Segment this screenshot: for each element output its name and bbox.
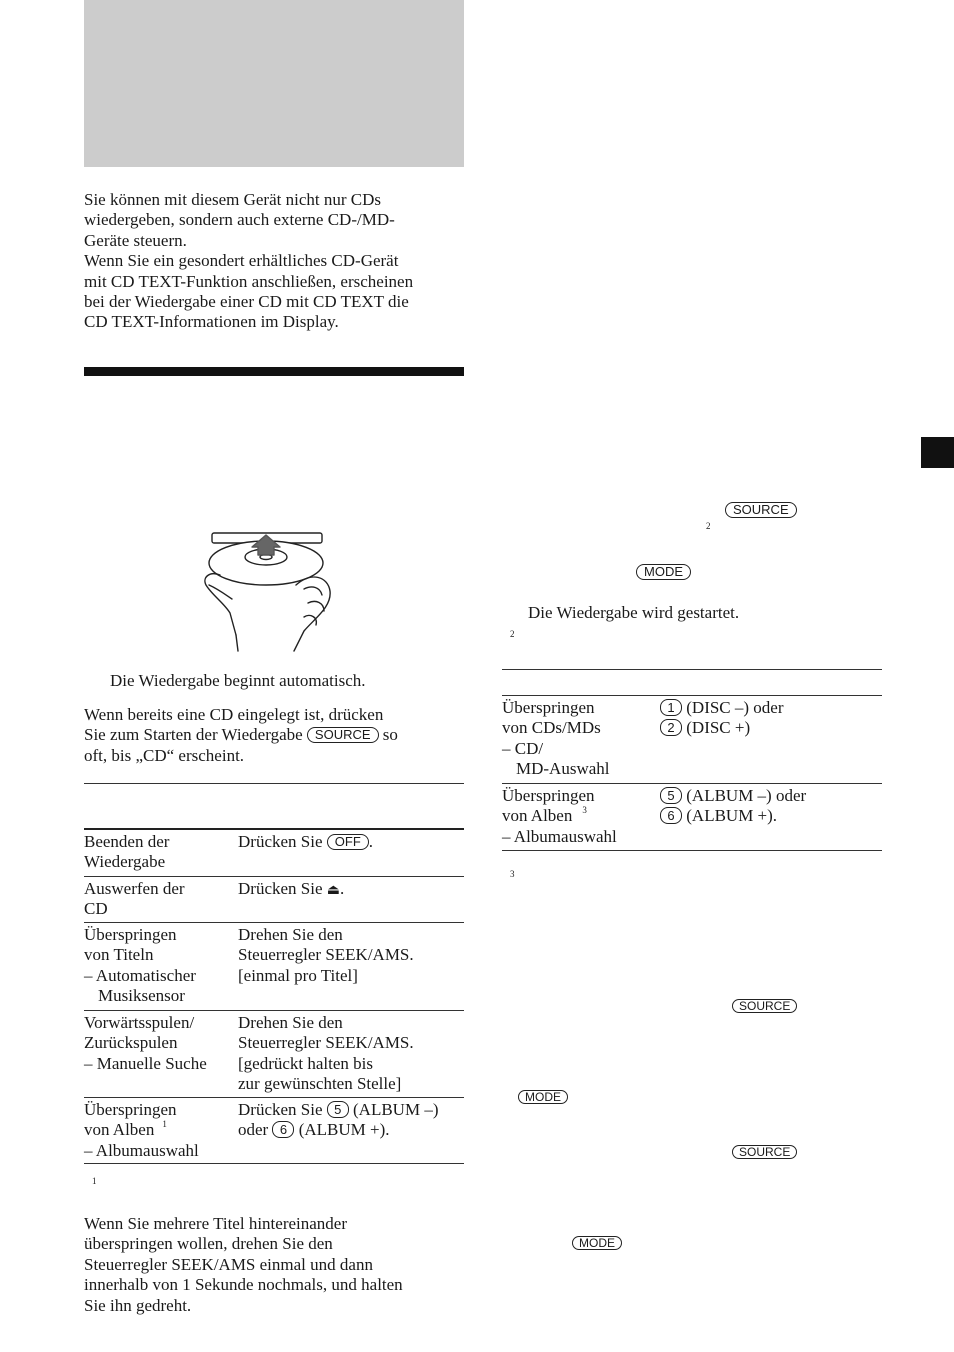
- intro-line: bei der Wiedergabe einer CD mit CD TEXT die: [84, 292, 409, 312]
- table-cell-text: oder: [238, 1120, 269, 1140]
- table-row-instruction: [238, 832, 373, 852]
- table-cell-text: Drücken Sie: [238, 832, 323, 851]
- button-2[interactable]: 2: [660, 719, 682, 736]
- already-inserted-text: so: [382, 725, 398, 745]
- table-row-rule: [84, 922, 464, 923]
- table-cell-text: CD: [84, 899, 108, 919]
- table-cell-text: – Manuelle Suche: [84, 1053, 207, 1073]
- tip-line: Sie ihn gedreht.: [84, 1295, 192, 1315]
- table-row-rule: [84, 876, 464, 877]
- source-button[interactable]: SOURCE: [732, 1145, 797, 1159]
- button-5[interactable]: 5: [327, 1101, 349, 1118]
- table-row-action: [84, 1100, 199, 1161]
- table-cell-text: [einmal pro Titel]: [238, 965, 358, 985]
- intro-paragraph: [84, 190, 413, 333]
- source-button[interactable]: SOURCE: [725, 502, 797, 518]
- already-inserted-line: Wenn bereits eine CD eingelegt ist, drücken: [84, 705, 384, 724]
- hand-inserting-cd-icon: [196, 525, 336, 655]
- table-cell-text: [gedrückt halten bis: [238, 1053, 374, 1073]
- button-1[interactable]: 1: [660, 699, 682, 716]
- source-button[interactable]: SOURCE: [732, 999, 797, 1013]
- table-cell-text: Drücken Sie: [238, 879, 323, 898]
- intro-line: Sie können mit diesem Gerät nicht nur CDs: [84, 190, 381, 209]
- already-inserted-line: oft, bis „CD“ erscheint.: [84, 745, 245, 765]
- table-row-action: [502, 698, 610, 780]
- mode-button[interactable]: MODE: [572, 1236, 622, 1250]
- table-row-rule: [502, 783, 882, 784]
- table-cell-text: von Alben: [502, 806, 573, 826]
- table-cell-text: Überspringen: [502, 786, 595, 805]
- eject-icon[interactable]: ⏏: [326, 882, 340, 898]
- table-row-rule: [84, 1097, 464, 1098]
- table-row-instruction: [238, 1100, 438, 1141]
- section-heading-bar: [84, 367, 464, 376]
- table-cell-text: Drehen Sie den: [238, 1013, 343, 1032]
- footnote-ref: 2: [706, 521, 711, 531]
- table-cell-text: von CDs/MDs: [502, 718, 601, 738]
- table-row-action: [84, 832, 169, 873]
- intro-line: wiedergeben, sondern auch externe CD-/MD-: [84, 210, 395, 230]
- table-cell-text: von Titeln: [84, 945, 154, 965]
- table-row-instruction: [238, 1013, 414, 1095]
- table-cell-text: .: [368, 832, 374, 851]
- playback-started-text: Die Wiedergabe wird gestartet.: [528, 603, 740, 622]
- table-row-instruction: [238, 879, 344, 900]
- footnote-ref: 3: [582, 805, 587, 816]
- button-6[interactable]: 6: [272, 1121, 294, 1138]
- auto-play-text: Die Wiedergabe beginnt automatisch.: [110, 671, 366, 690]
- intro-line: Geräte steuern.: [84, 230, 187, 250]
- table-cell-text: Auswerfen der: [84, 879, 185, 898]
- table-cell-text: Musiksensor: [98, 986, 185, 1006]
- footnote-ref: 1: [162, 1119, 167, 1130]
- table-cell-text: Drehen Sie den: [238, 925, 343, 944]
- already-inserted-line: [84, 725, 398, 745]
- table-cell-text: (DISC +): [686, 718, 751, 738]
- table-row-action: [502, 786, 617, 847]
- tip-line: überspringen wollen, drehen Sie den: [84, 1234, 333, 1254]
- button-6[interactable]: 6: [660, 807, 682, 824]
- table-cell-text: – Albumauswahl: [502, 826, 617, 846]
- mode-button[interactable]: MODE: [518, 1090, 568, 1104]
- footnote-1: 1: [92, 1176, 97, 1186]
- table-cell-text: (DISC –) oder: [686, 698, 784, 717]
- table-row-instruction: [238, 925, 414, 986]
- table-cell-text: (ALBUM +).: [686, 806, 778, 826]
- table-cell-text: – Albumauswahl: [84, 1140, 199, 1160]
- already-inserted-paragraph: [84, 705, 398, 766]
- table-cell-text: (ALBUM –) oder: [686, 786, 807, 805]
- source-button[interactable]: SOURCE: [307, 727, 379, 743]
- off-button[interactable]: OFF: [327, 834, 369, 850]
- table-cell-text: Steuerregler SEEK/AMS.: [238, 1033, 414, 1053]
- header-gray-box: [84, 0, 464, 167]
- left-table-header-rule: [84, 828, 464, 830]
- already-inserted-text: Sie zum Starten der Wiedergabe: [84, 725, 303, 745]
- table-cell-text: (ALBUM –): [353, 1100, 439, 1119]
- table-bottom-rule: [502, 850, 882, 851]
- tip-line: Wenn Sie mehrere Titel hintereinander: [84, 1214, 348, 1233]
- table-cell-text: Zurückspulen: [84, 1033, 178, 1053]
- right-table-header-rule: [502, 695, 882, 696]
- table-cell-text: (ALBUM +).: [298, 1120, 390, 1140]
- intro-line: CD TEXT-Informationen im Display.: [84, 312, 339, 332]
- table-cell-text: von Alben: [84, 1120, 155, 1140]
- button-5[interactable]: 5: [660, 787, 682, 804]
- right-table-top-rule: [502, 669, 882, 670]
- table-cell-text: MD-Auswahl: [516, 759, 610, 779]
- table-cell-text: Drücken Sie: [238, 1100, 323, 1119]
- table-row-action: [84, 1013, 207, 1074]
- table-bottom-rule: [84, 1163, 464, 1164]
- table-cell-text: zur gewünschten Stelle]: [238, 1074, 402, 1094]
- table-cell-text: Überspringen: [502, 698, 595, 717]
- table-cell-text: – CD/: [502, 738, 544, 758]
- table-cell-text: Überspringen: [84, 1100, 177, 1119]
- tip-paragraph: [84, 1214, 403, 1316]
- intro-line: Wenn Sie ein gesondert erhältliches CD-Gerät: [84, 251, 399, 271]
- tip-line: innerhalb von 1 Sekunde nochmals, und halten: [84, 1275, 403, 1295]
- page-thumb-tab: [921, 437, 954, 468]
- table-row-instruction: [660, 698, 784, 739]
- table-cell-text: Beenden der: [84, 832, 170, 851]
- table-cell-text: .: [340, 879, 345, 898]
- table-cell-text: Steuerregler SEEK/AMS.: [238, 945, 414, 965]
- table-row-action: [84, 879, 185, 920]
- table-cell-text: – Automatischer: [84, 965, 196, 985]
- intro-line: mit CD TEXT-Funktion anschließen, erscheinen: [84, 271, 414, 291]
- footnote-2: 2: [510, 629, 515, 639]
- table-row-action: [84, 925, 196, 1007]
- mode-button[interactable]: MODE: [636, 564, 691, 580]
- table-cell-text: Wiedergabe: [84, 852, 166, 872]
- table-row-rule: [84, 1010, 464, 1011]
- tip-line: Steuerregler SEEK/AMS einmal und dann: [84, 1254, 373, 1274]
- footnote-3: 3: [510, 869, 515, 879]
- table-cell-text: Überspringen: [84, 925, 177, 944]
- left-table-top-rule: [84, 783, 464, 784]
- table-cell-text: Vorwärtsspulen/: [84, 1013, 195, 1032]
- table-row-instruction: [660, 786, 806, 827]
